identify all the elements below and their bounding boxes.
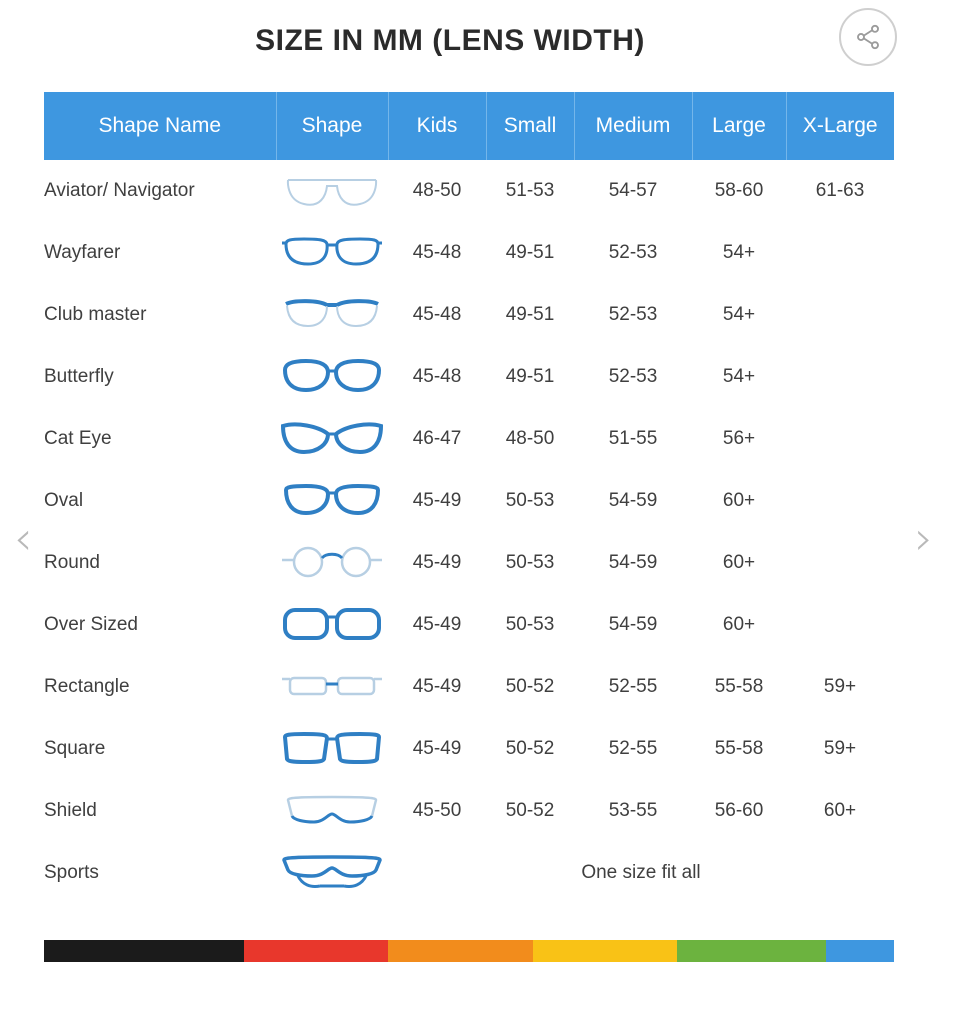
row-kids: 45-48 bbox=[388, 284, 486, 346]
table-row bbox=[44, 718, 894, 780]
table-row bbox=[44, 532, 894, 594]
page-title: SIZE IN MM (LENS WIDTH) bbox=[255, 24, 645, 57]
row-name: Club master bbox=[44, 284, 276, 346]
table-row bbox=[44, 656, 894, 718]
row-xlarge bbox=[786, 222, 894, 284]
row-medium: 51-55 bbox=[574, 408, 692, 470]
row-large: 56+ bbox=[692, 408, 786, 470]
prev-arrow[interactable]: ‹ bbox=[14, 511, 33, 565]
row-xlarge: 61-63 bbox=[786, 160, 894, 222]
row-name: Oval bbox=[44, 470, 276, 532]
color-swatch-red bbox=[244, 940, 389, 962]
header-kids: Kids bbox=[388, 92, 486, 160]
table-row bbox=[44, 594, 894, 656]
row-small: 51-53 bbox=[486, 160, 574, 222]
table-row bbox=[44, 470, 894, 532]
header-shape-name: Shape Name bbox=[44, 92, 276, 160]
row-medium: 54-59 bbox=[574, 594, 692, 656]
row-medium: 53-55 bbox=[574, 780, 692, 842]
table-row bbox=[44, 222, 894, 284]
oversized-glasses-icon bbox=[276, 594, 388, 656]
row-large: 54+ bbox=[692, 284, 786, 346]
row-medium: 52-53 bbox=[574, 284, 692, 346]
row-kids: 45-49 bbox=[388, 470, 486, 532]
row-kids: 45-49 bbox=[388, 594, 486, 656]
header-small: Small bbox=[486, 92, 574, 160]
row-medium: 54-59 bbox=[574, 532, 692, 594]
header-medium: Medium bbox=[574, 92, 692, 160]
table-row bbox=[44, 346, 894, 408]
row-name: Sports bbox=[44, 842, 276, 904]
table-row bbox=[44, 780, 894, 842]
row-large: 58-60 bbox=[692, 160, 786, 222]
wayfarer-glasses-icon bbox=[276, 222, 388, 284]
row-xlarge bbox=[786, 346, 894, 408]
cateye-glasses-icon bbox=[276, 408, 388, 470]
table-row bbox=[44, 842, 894, 904]
row-name: Round bbox=[44, 532, 276, 594]
row-large: 56-60 bbox=[692, 780, 786, 842]
row-name: Shield bbox=[44, 780, 276, 842]
rectangle-glasses-icon bbox=[276, 656, 388, 718]
row-small: 50-53 bbox=[486, 594, 574, 656]
butterfly-glasses-icon bbox=[276, 346, 388, 408]
row-large: 55-58 bbox=[692, 656, 786, 718]
row-name: Rectangle bbox=[44, 656, 276, 718]
row-small: 49-51 bbox=[486, 222, 574, 284]
row-large: 55-58 bbox=[692, 718, 786, 780]
row-medium: 54-57 bbox=[574, 160, 692, 222]
row-xlarge bbox=[786, 284, 894, 346]
row-xlarge bbox=[786, 594, 894, 656]
size-table bbox=[44, 92, 894, 904]
row-large: 60+ bbox=[692, 594, 786, 656]
row-xlarge bbox=[786, 470, 894, 532]
header-large: Large bbox=[692, 92, 786, 160]
row-name: Butterfly bbox=[44, 346, 276, 408]
row-xlarge: 60+ bbox=[786, 780, 894, 842]
row-kids: 45-49 bbox=[388, 656, 486, 718]
row-medium: 52-53 bbox=[574, 346, 692, 408]
row-medium: 54-59 bbox=[574, 470, 692, 532]
row-large: 60+ bbox=[692, 470, 786, 532]
row-name: Cat Eye bbox=[44, 408, 276, 470]
round-glasses-icon bbox=[276, 532, 388, 594]
row-one-size: One size fit all bbox=[388, 842, 894, 904]
color-bar bbox=[44, 940, 894, 962]
row-name: Aviator/ Navigator bbox=[44, 160, 276, 222]
table-header-row bbox=[44, 92, 894, 160]
row-kids: 48-50 bbox=[388, 160, 486, 222]
row-small: 50-52 bbox=[486, 780, 574, 842]
row-small: 50-52 bbox=[486, 656, 574, 718]
row-name: Over Sized bbox=[44, 594, 276, 656]
color-swatch-yellow bbox=[533, 940, 678, 962]
row-kids: 45-48 bbox=[388, 222, 486, 284]
row-medium: 52-55 bbox=[574, 718, 692, 780]
color-swatch-orange bbox=[388, 940, 533, 962]
table-row bbox=[44, 284, 894, 346]
row-xlarge: 59+ bbox=[786, 718, 894, 780]
row-small: 49-51 bbox=[486, 284, 574, 346]
row-large: 54+ bbox=[692, 346, 786, 408]
shield-glasses-icon bbox=[276, 780, 388, 842]
row-kids: 45-50 bbox=[388, 780, 486, 842]
next-arrow[interactable]: › bbox=[914, 511, 933, 565]
row-small: 50-53 bbox=[486, 532, 574, 594]
header-shape: Shape bbox=[276, 92, 388, 160]
size-table-wrapper bbox=[44, 92, 894, 904]
color-swatch-green bbox=[677, 940, 826, 962]
row-kids: 45-49 bbox=[388, 532, 486, 594]
color-swatch-blue bbox=[826, 940, 894, 962]
clubmaster-glasses-icon bbox=[276, 284, 388, 346]
row-name: Square bbox=[44, 718, 276, 780]
row-small: 50-53 bbox=[486, 470, 574, 532]
row-kids: 45-49 bbox=[388, 718, 486, 780]
square-glasses-icon bbox=[276, 718, 388, 780]
color-swatch-black bbox=[44, 940, 244, 962]
row-xlarge: 59+ bbox=[786, 656, 894, 718]
oval-glasses-icon bbox=[276, 470, 388, 532]
sports-glasses-icon bbox=[276, 842, 388, 904]
header-xlarge: X-Large bbox=[786, 92, 894, 160]
row-large: 60+ bbox=[692, 532, 786, 594]
row-medium: 52-53 bbox=[574, 222, 692, 284]
row-name: Wayfarer bbox=[44, 222, 276, 284]
row-large: 54+ bbox=[692, 222, 786, 284]
row-xlarge bbox=[786, 408, 894, 470]
row-xlarge bbox=[786, 532, 894, 594]
row-kids: 45-48 bbox=[388, 346, 486, 408]
table-row bbox=[44, 408, 894, 470]
aviator-glasses-icon bbox=[276, 160, 388, 222]
row-small: 49-51 bbox=[486, 346, 574, 408]
row-small: 48-50 bbox=[486, 408, 574, 470]
row-kids: 46-47 bbox=[388, 408, 486, 470]
row-medium: 52-55 bbox=[574, 656, 692, 718]
row-small: 50-52 bbox=[486, 718, 574, 780]
table-row bbox=[44, 160, 894, 222]
